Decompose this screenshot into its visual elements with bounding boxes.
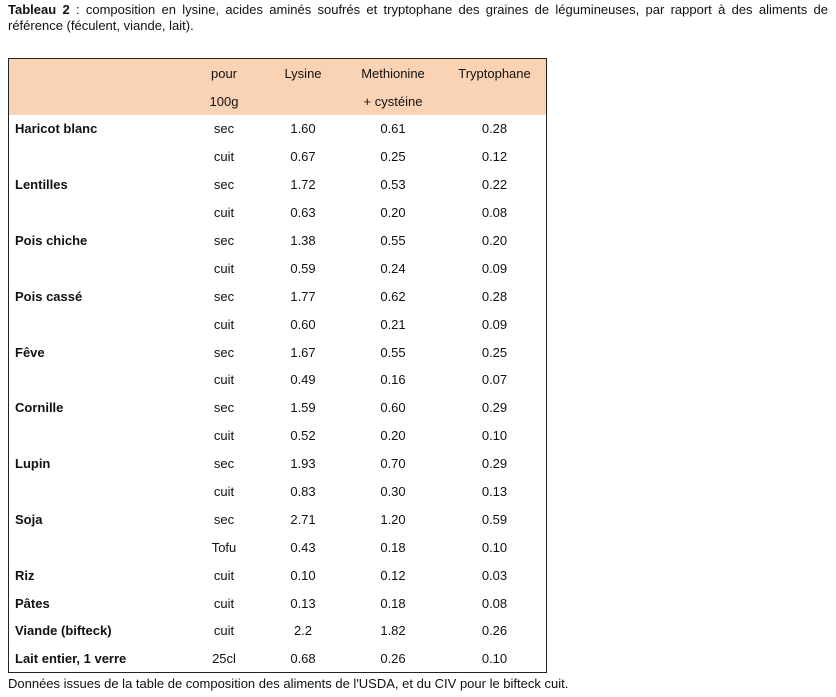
- cell-name: Pâtes: [15, 595, 50, 611]
- cell-state: cuit: [213, 595, 235, 611]
- cell-met: 0.18: [380, 595, 406, 611]
- table-row: [9, 450, 546, 478]
- cell-state: cuit: [213, 484, 235, 500]
- table-row: [9, 561, 546, 589]
- cell-state: Tofu: [211, 539, 237, 555]
- cell-met: 0.62: [380, 288, 406, 304]
- cell-name: Lait entier, 1 verre: [15, 651, 127, 667]
- cell-trp: 0.20: [481, 233, 508, 248]
- cell-met: 0.25: [380, 149, 406, 165]
- cell-met: 1.20: [380, 511, 406, 527]
- table-row: [9, 171, 546, 199]
- cell-lysine: 0.67: [290, 149, 316, 165]
- header-cell: [443, 87, 546, 115]
- cell-lysine: 0.49: [290, 372, 316, 388]
- table-row: [9, 366, 546, 394]
- cell-trp: 0.10: [481, 539, 508, 555]
- cell-trp: 0.29: [481, 456, 508, 472]
- header-row-2: [9, 87, 546, 115]
- cell-state: 25cl: [212, 651, 236, 667]
- cell-trp: 0.12: [481, 149, 508, 165]
- cell-trp: 0.28: [481, 288, 508, 304]
- table-row: [9, 338, 546, 366]
- cell-met: 0.24: [380, 260, 406, 276]
- cell-trp: 0.29: [481, 400, 508, 416]
- cell-state: cuit: [213, 205, 235, 221]
- cell-name: [9, 366, 185, 394]
- cell-name: Cornille: [15, 400, 64, 416]
- cell-met: 0.20: [380, 205, 406, 221]
- cell-lysine: 0.59: [290, 260, 316, 276]
- table-row: [9, 227, 546, 255]
- cell-trp: 0.28: [481, 121, 508, 137]
- source-note: Données issues de la table de composition des aliments de l'USDA, et du CIV pour le bifteck cuit.: [8, 676, 569, 691]
- cell-lysine: 1.77: [290, 288, 316, 304]
- cell-name: [9, 254, 185, 282]
- cell-met: 1.82: [380, 623, 406, 639]
- table-row: [9, 310, 546, 338]
- table-header: [9, 59, 546, 115]
- cell-trp: 0.13: [481, 484, 508, 500]
- header-cell: [263, 87, 343, 115]
- cell-name: Lentilles: [15, 177, 68, 193]
- table-row: [9, 115, 546, 143]
- header-cell: Lysine: [284, 65, 322, 81]
- cell-name: Soja: [15, 511, 43, 527]
- cell-name: [9, 143, 185, 171]
- header-cell: pour: [210, 65, 238, 81]
- table-row: [9, 254, 546, 282]
- cell-state: cuit: [213, 149, 235, 165]
- cell-lysine: 1.60: [290, 121, 316, 137]
- cell-met: 0.21: [380, 316, 406, 332]
- cell-name: [9, 199, 185, 227]
- cell-trp: 0.26: [481, 623, 508, 639]
- cell-name: [9, 422, 185, 450]
- cell-met: 0.55: [380, 233, 406, 248]
- cell-lysine: 0.68: [290, 651, 316, 667]
- cell-lysine: 1.72: [290, 177, 316, 193]
- cell-met: 0.12: [380, 567, 406, 583]
- table-row: [9, 282, 546, 310]
- header-cell: Tryptophane: [458, 65, 531, 81]
- cell-lysine: 0.13: [290, 595, 316, 611]
- cell-lysine: 0.83: [290, 484, 316, 500]
- cell-name: Lupin: [15, 456, 51, 472]
- table-row: [9, 478, 546, 506]
- cell-state: sec: [213, 288, 235, 304]
- cell-state: cuit: [213, 260, 235, 276]
- cell-name: Viande (bifteck): [15, 623, 112, 639]
- cell-state: sec: [213, 233, 235, 248]
- table-row: [9, 617, 546, 645]
- cell-met: 0.18: [380, 539, 406, 555]
- cell-state: cuit: [213, 372, 235, 388]
- cell-met: 0.30: [380, 484, 406, 500]
- header-cell: 100g: [209, 93, 239, 109]
- cell-state: cuit: [213, 623, 235, 639]
- cell-lysine: 1.59: [290, 400, 316, 416]
- composition-table-frame: [8, 58, 547, 673]
- table-row: [9, 422, 546, 450]
- cell-met: 0.61: [380, 121, 406, 137]
- cell-met: 0.53: [380, 177, 406, 193]
- table-row: [9, 505, 546, 533]
- cell-state: cuit: [213, 428, 235, 444]
- cell-state: sec: [213, 121, 235, 137]
- header-row-1: [9, 59, 546, 87]
- composition-table: [9, 59, 546, 673]
- cell-met: 0.70: [380, 456, 406, 472]
- caption-text: : composition en lysine, acides aminés soufrés et tryptophane des graines de légumineuses, par rapport à des aliments de référence (féculent, viande, lait).: [8, 2, 828, 33]
- cell-name: Pois cassé: [15, 288, 83, 304]
- header-cell: [9, 87, 185, 115]
- cell-name: Fêve: [15, 344, 45, 360]
- cell-name: [9, 533, 185, 561]
- cell-state: sec: [213, 511, 235, 527]
- table-row: [9, 199, 546, 227]
- cell-trp: 0.03: [481, 567, 508, 583]
- table-row: [9, 589, 546, 617]
- header-cell: [9, 59, 185, 87]
- cell-name: Pois chiche: [15, 233, 88, 248]
- cell-lysine: 1.67: [290, 344, 316, 360]
- cell-state: cuit: [213, 316, 235, 332]
- cell-lysine: 2.2: [293, 623, 313, 639]
- cell-state: sec: [213, 400, 235, 416]
- table-body: [9, 115, 546, 673]
- header-cell: + cystéine: [363, 93, 423, 109]
- cell-trp: 0.07: [481, 372, 508, 388]
- table-caption: [8, 2, 828, 34]
- cell-state: sec: [213, 456, 235, 472]
- cell-lysine: 0.10: [290, 567, 316, 583]
- cell-met: 0.20: [380, 428, 406, 444]
- table-row: [9, 143, 546, 171]
- cell-trp: 0.22: [481, 177, 508, 193]
- cell-trp: 0.10: [481, 428, 508, 444]
- cell-trp: 0.59: [481, 511, 508, 527]
- cell-met: 0.60: [380, 400, 406, 416]
- cell-name: Haricot blanc: [15, 121, 98, 137]
- cell-lysine: 0.52: [290, 428, 316, 444]
- cell-state: sec: [213, 177, 235, 193]
- cell-trp: 0.08: [481, 595, 508, 611]
- cell-lysine: 0.63: [290, 205, 316, 221]
- cell-trp: 0.08: [481, 205, 508, 221]
- cell-lysine: 1.93: [290, 456, 316, 472]
- table-row: [9, 533, 546, 561]
- header-cell: Methionine: [361, 65, 425, 81]
- cell-lysine: 0.60: [290, 316, 316, 332]
- cell-trp: 0.25: [481, 344, 508, 360]
- cell-trp: 0.09: [481, 316, 508, 332]
- cell-state: sec: [213, 344, 235, 360]
- cell-met: 0.16: [380, 372, 406, 388]
- cell-met: 0.26: [380, 651, 406, 667]
- cell-trp: 0.10: [481, 651, 508, 667]
- cell-lysine: 0.43: [290, 539, 316, 555]
- table-row: [9, 394, 546, 422]
- cell-met: 0.55: [380, 344, 406, 360]
- cell-name: [9, 310, 185, 338]
- cell-state: cuit: [213, 567, 235, 583]
- cell-trp: 0.09: [481, 260, 508, 276]
- cell-name: [9, 478, 185, 506]
- caption-label: Tableau 2: [8, 2, 70, 17]
- cell-lysine: 1.38: [290, 233, 316, 248]
- cell-lysine: 2.71: [290, 511, 316, 527]
- cell-name: Riz: [15, 567, 35, 583]
- table-row: [9, 645, 546, 673]
